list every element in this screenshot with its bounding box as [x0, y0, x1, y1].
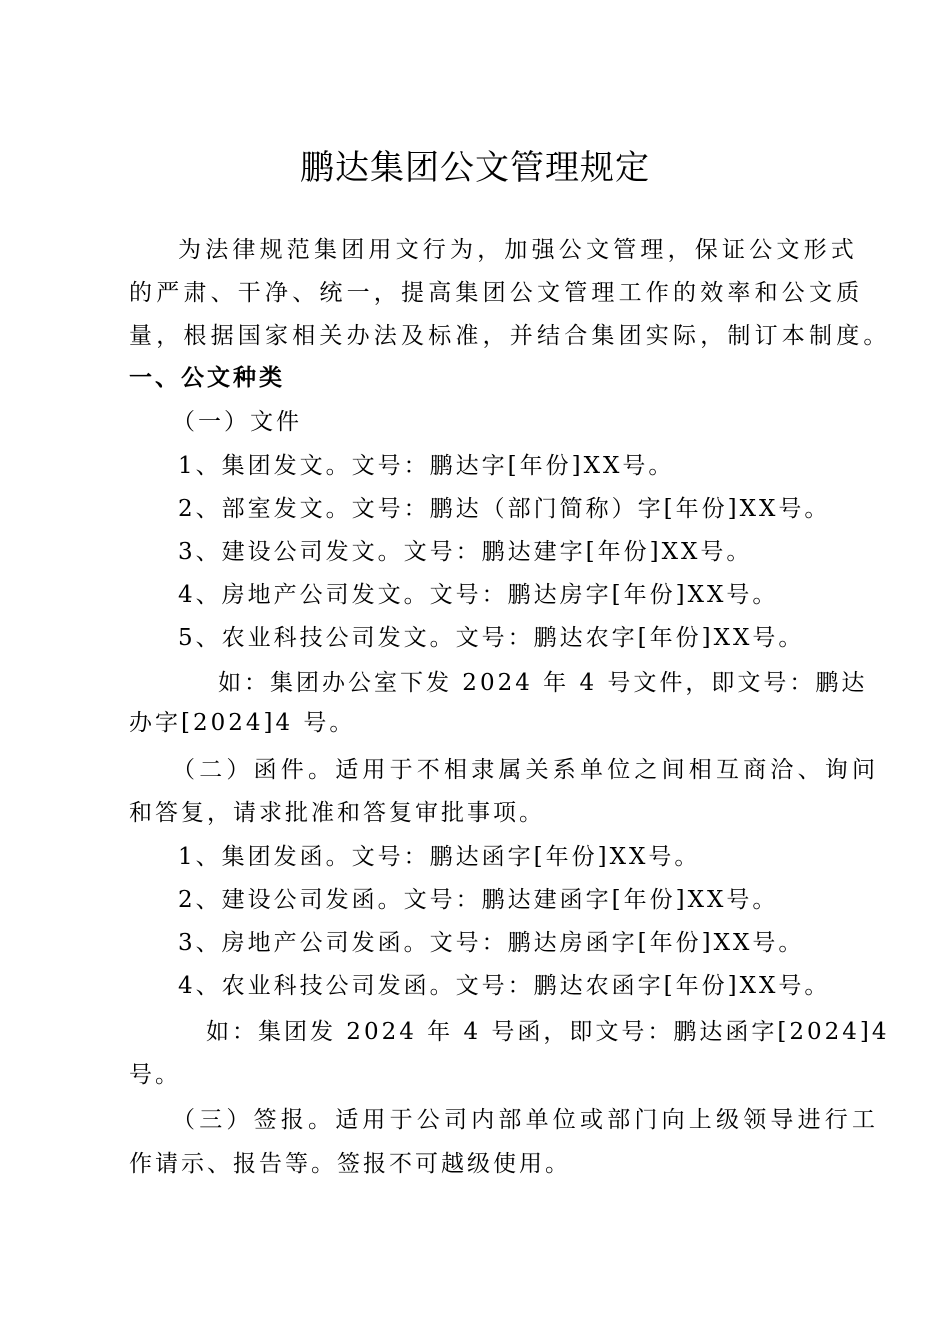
letter-item-1: 1、集团发函。文号：鹏达函字[年份]XX号。 — [178, 844, 701, 870]
file-item-5: 5、农业科技公司发文。文号：鹏达农字[年份]XX号。 — [178, 625, 805, 651]
file-item-4: 4、房地产公司发文。文号：鹏达房字[年份]XX号。 — [178, 582, 779, 608]
section-heading-types: 一、公文种类 — [129, 364, 285, 391]
subsection-heading-memos-line-2: 作请示、报告等。签报不可越级使用。 — [129, 1151, 571, 1177]
file-example-line-1: 如：集团办公室下发 2024 年 4 号文件，即文号：鹏达 — [218, 670, 868, 696]
intro-line-1: 为法律规范集团用文行为，加强公文管理，保证公文形式 — [178, 237, 858, 263]
file-item-2: 2、部室发文。文号：鹏达（部门简称）字[年份]XX号。 — [178, 496, 831, 522]
intro-line-2: 的严肃、干净、统一，提高集团公文管理工作的效率和公文质 — [129, 280, 864, 306]
letter-item-4: 4、农业科技公司发函。文号：鹏达农函字[年份]XX号。 — [178, 973, 831, 999]
subsection-heading-letters-line-1: （二）函件。适用于不相隶属关系单位之间相互商洽、询问 — [172, 757, 880, 783]
subsection-heading-memos-line-1: （三）签报。适用于公司内部单位或部门向上级领导进行工 — [172, 1107, 880, 1133]
subsection-heading-files: （一）文件 — [172, 409, 302, 435]
letter-example-line-2: 号。 — [129, 1062, 181, 1088]
letter-item-2: 2、建设公司发函。文号：鹏达建函字[年份]XX号。 — [178, 887, 779, 913]
intro-line-3: 量，根据国家相关办法及标准，并结合集团实际，制订本制度。 — [129, 323, 891, 349]
document-title: 鹏达集团公文管理规定 — [300, 148, 650, 188]
letter-example-line-1: 如：集团发 2024 年 4 号函，即文号：鹏达函字[2024]4 — [206, 1019, 890, 1045]
file-item-3: 3、建设公司发文。文号：鹏达建字[年份]XX号。 — [178, 539, 753, 565]
file-example-line-2: 办字[2024]4 号。 — [129, 710, 356, 736]
file-item-1: 1、集团发文。文号：鹏达字[年份]XX号。 — [178, 453, 675, 479]
subsection-heading-letters-line-2: 和答复，请求批准和答复审批事项。 — [129, 800, 545, 826]
letter-item-3: 3、房地产公司发函。文号：鹏达房函字[年份]XX号。 — [178, 930, 805, 956]
